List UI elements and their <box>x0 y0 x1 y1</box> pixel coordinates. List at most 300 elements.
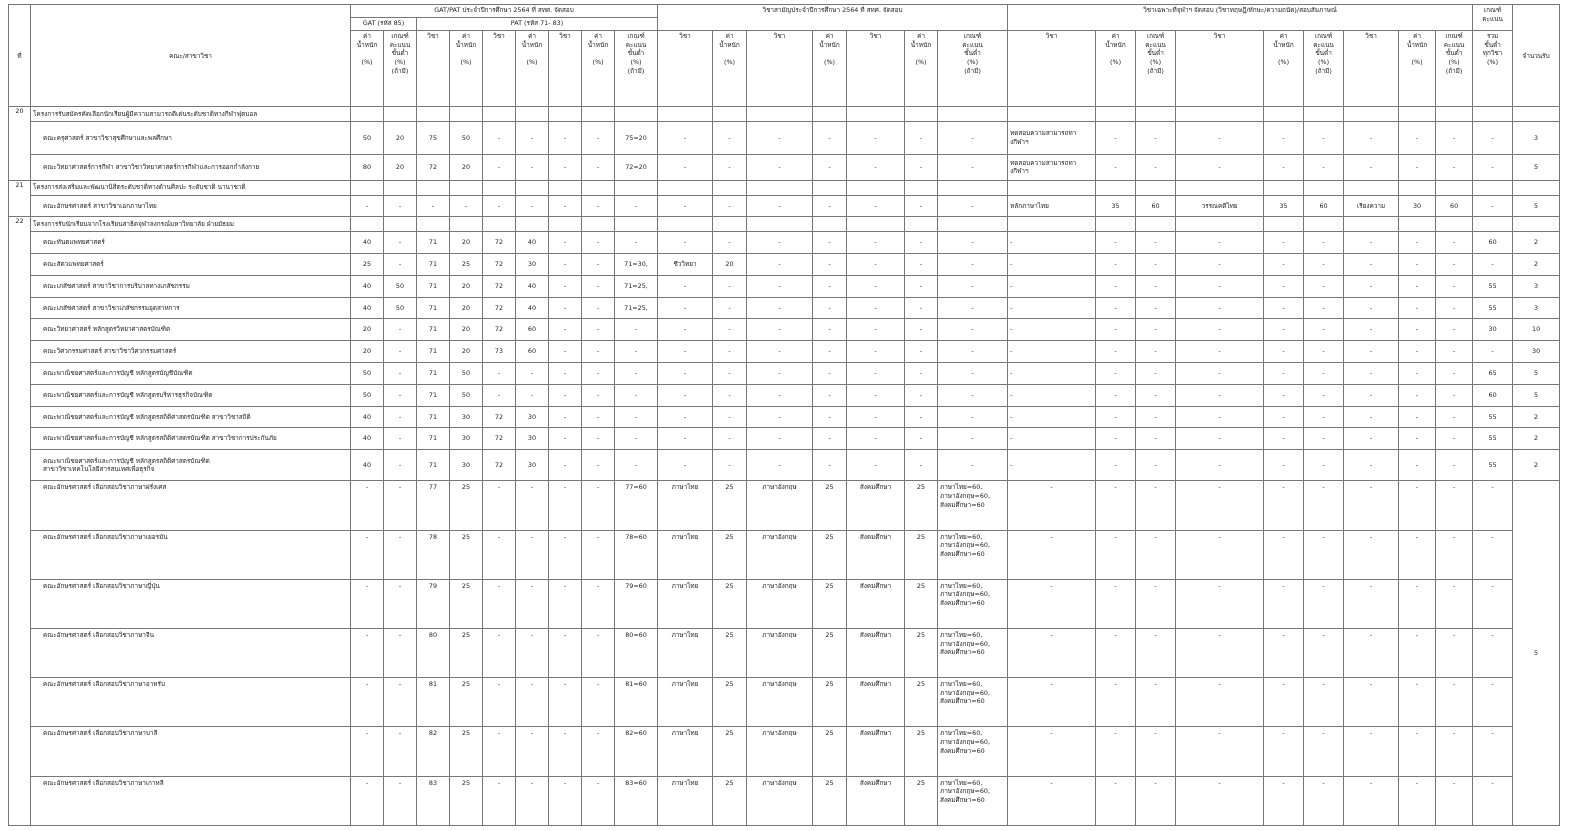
col-header-weight: ค่า น้ำหนัก (%) <box>1399 31 1436 107</box>
data-cell: 30 <box>516 450 549 481</box>
seats-cell: 3 <box>1513 121 1560 154</box>
section-header-row <box>9 180 1560 195</box>
data-cell: - <box>1096 154 1136 180</box>
data-cell: - <box>582 776 615 825</box>
data-cell: - <box>549 481 582 530</box>
data-cell: 40 <box>351 297 384 319</box>
table-row <box>9 579 1560 628</box>
data-cell: - <box>1436 121 1473 154</box>
data-cell: - <box>1136 121 1176 154</box>
data-cell: - <box>1304 275 1344 297</box>
data-cell: - <box>1176 154 1264 180</box>
seats-cell: 2 <box>1513 406 1560 428</box>
data-cell: - <box>1344 232 1399 254</box>
data-cell: ภาษาอังกฤษ <box>747 776 813 825</box>
data-cell: - <box>1304 727 1344 776</box>
data-cell: - <box>351 776 384 825</box>
group-header-common9: วิชาสามัญประจำปีการศึกษา 2564 ที่ สทศ. จัดสอบ <box>658 5 1008 31</box>
data-cell: 25 <box>351 253 384 275</box>
data-cell: - <box>1096 406 1136 428</box>
data-cell: - <box>1399 384 1436 406</box>
data-cell: - <box>905 384 938 406</box>
data-cell: - <box>1008 406 1096 428</box>
data-cell: - <box>747 341 813 363</box>
data-cell: - <box>1176 362 1264 384</box>
data-cell: - <box>1304 384 1344 406</box>
data-cell: - <box>582 450 615 481</box>
data-cell: 25 <box>813 727 847 776</box>
section-number: 20 <box>9 107 31 181</box>
data-cell: - <box>1096 628 1136 677</box>
data-cell: - <box>1176 530 1264 579</box>
empty-cell <box>483 107 516 122</box>
data-cell: - <box>1344 253 1399 275</box>
data-cell: - <box>813 154 847 180</box>
data-cell: - <box>384 428 417 450</box>
data-cell: 71 <box>417 406 450 428</box>
data-cell: ภาษาไทย=60, ภาษาอังกฤษ=60, สังคมศึกษา=60 <box>938 727 1008 776</box>
empty-cell <box>938 180 1008 195</box>
data-cell: - <box>1344 579 1399 628</box>
data-cell: - <box>938 297 1008 319</box>
data-cell: - <box>384 481 417 530</box>
table-row <box>9 362 1560 384</box>
data-cell: - <box>1136 450 1176 481</box>
data-cell: - <box>1264 154 1304 180</box>
data-cell: - <box>549 406 582 428</box>
data-cell: - <box>905 297 938 319</box>
col-header-weight: ค่า น้ำหนัก (%) <box>450 31 483 107</box>
data-cell: - <box>516 384 549 406</box>
data-cell: - <box>1304 154 1344 180</box>
data-cell: ภาษาไทย <box>658 481 713 530</box>
data-cell: - <box>1344 275 1399 297</box>
data-cell: - <box>1344 727 1399 776</box>
data-cell: - <box>1436 678 1473 727</box>
data-cell: 25 <box>905 530 938 579</box>
data-cell: - <box>713 195 747 217</box>
data-cell: - <box>1008 450 1096 481</box>
data-cell: - <box>549 297 582 319</box>
data-cell: 60 <box>1473 232 1513 254</box>
data-cell: - <box>905 341 938 363</box>
data-cell: - <box>1136 481 1176 530</box>
data-cell: - <box>813 319 847 341</box>
program-name: คณะอักษรศาสตร์ เลือกสอบวิชาภาษาเกาหลี <box>31 776 351 825</box>
seats-cell: 2 <box>1513 253 1560 275</box>
data-cell: - <box>747 428 813 450</box>
data-cell: - <box>847 319 905 341</box>
data-cell: - <box>658 341 713 363</box>
data-cell: 25 <box>450 628 483 677</box>
data-cell: 80=60 <box>615 628 658 677</box>
data-cell: - <box>1136 253 1176 275</box>
col-header-subject: วิชา <box>747 31 813 107</box>
data-cell: - <box>1436 530 1473 579</box>
data-cell: - <box>1096 341 1136 363</box>
data-cell: - <box>351 579 384 628</box>
data-cell: 40 <box>516 275 549 297</box>
data-cell: 50 <box>384 275 417 297</box>
data-cell: - <box>847 297 905 319</box>
data-cell: - <box>1176 384 1264 406</box>
data-cell: - <box>351 628 384 677</box>
data-cell: - <box>1176 297 1264 319</box>
data-cell: - <box>1436 384 1473 406</box>
empty-cell <box>813 217 847 232</box>
data-cell: - <box>1473 154 1513 180</box>
data-cell: - <box>582 275 615 297</box>
data-cell: - <box>1304 428 1344 450</box>
data-cell: - <box>658 121 713 154</box>
data-cell: - <box>1399 450 1436 481</box>
data-cell: - <box>1344 341 1399 363</box>
data-cell: - <box>1436 362 1473 384</box>
data-cell: 71 <box>417 319 450 341</box>
data-cell: 30 <box>516 428 549 450</box>
data-cell: 25 <box>450 481 483 530</box>
data-cell: - <box>384 253 417 275</box>
data-cell: - <box>905 319 938 341</box>
empty-cell <box>1399 180 1436 195</box>
data-cell: - <box>1436 253 1473 275</box>
data-cell: - <box>1096 384 1136 406</box>
data-cell: 25 <box>713 727 747 776</box>
empty-cell <box>1436 217 1473 232</box>
data-cell: - <box>615 341 658 363</box>
data-cell: 20 <box>384 154 417 180</box>
data-cell: - <box>1399 253 1436 275</box>
data-cell: 30 <box>450 428 483 450</box>
data-cell: ภาษาอังกฤษ <box>747 678 813 727</box>
data-cell: - <box>713 362 747 384</box>
empty-cell <box>1096 180 1136 195</box>
data-cell: - <box>813 275 847 297</box>
data-cell: - <box>1473 341 1513 363</box>
data-cell: - <box>1399 678 1436 727</box>
empty-cell <box>713 107 747 122</box>
data-cell: - <box>813 406 847 428</box>
data-cell: - <box>1096 776 1136 825</box>
data-cell: 82 <box>417 727 450 776</box>
data-cell: - <box>1344 678 1399 727</box>
empty-cell <box>658 107 713 122</box>
data-cell: 25 <box>713 530 747 579</box>
data-cell: - <box>483 579 516 628</box>
data-cell: - <box>549 450 582 481</box>
data-cell: - <box>615 319 658 341</box>
data-cell: - <box>847 341 905 363</box>
empty-cell <box>938 107 1008 122</box>
data-cell: - <box>905 253 938 275</box>
col-header-weight: ค่า น้ำหนัก (%) <box>582 31 615 107</box>
data-cell: - <box>1136 727 1176 776</box>
data-cell: - <box>1096 297 1136 319</box>
data-cell: - <box>384 727 417 776</box>
empty-cell <box>1136 107 1176 122</box>
data-cell: - <box>813 362 847 384</box>
data-cell: - <box>516 678 549 727</box>
data-cell: - <box>1008 727 1096 776</box>
data-cell: - <box>1344 319 1399 341</box>
data-cell: 72 <box>483 275 516 297</box>
empty-cell <box>1096 107 1136 122</box>
data-cell: 79=60 <box>615 579 658 628</box>
col-header-subject: วิชา <box>658 31 713 107</box>
data-cell: ชีววิทยา <box>658 253 713 275</box>
data-cell: - <box>549 628 582 677</box>
data-cell: - <box>384 406 417 428</box>
data-cell: - <box>1176 450 1264 481</box>
data-cell: - <box>747 275 813 297</box>
table-row <box>9 776 1560 825</box>
data-cell: - <box>905 275 938 297</box>
data-cell: 71=25, <box>615 297 658 319</box>
data-cell: 25 <box>813 776 847 825</box>
data-cell: - <box>582 297 615 319</box>
data-cell: - <box>384 384 417 406</box>
data-cell: 81=60 <box>615 678 658 727</box>
data-cell: - <box>747 232 813 254</box>
data-cell: 40 <box>516 232 549 254</box>
data-cell: - <box>549 384 582 406</box>
data-cell: 20 <box>450 232 483 254</box>
data-cell: 25 <box>713 628 747 677</box>
data-cell: 72 <box>483 428 516 450</box>
data-cell: - <box>1399 341 1436 363</box>
data-cell: 35 <box>1264 195 1304 217</box>
data-cell: - <box>1304 678 1344 727</box>
data-cell: - <box>847 154 905 180</box>
data-cell: - <box>813 428 847 450</box>
data-cell: 82=60 <box>615 727 658 776</box>
data-cell: - <box>615 428 658 450</box>
data-cell: ภาษาอังกฤษ <box>747 628 813 677</box>
data-cell: - <box>713 384 747 406</box>
data-cell: - <box>582 530 615 579</box>
data-cell: 80 <box>417 628 450 677</box>
data-cell: - <box>1344 297 1399 319</box>
data-cell: - <box>516 362 549 384</box>
data-cell: - <box>1264 481 1304 530</box>
data-cell: - <box>813 384 847 406</box>
data-cell: - <box>1176 579 1264 628</box>
col-header-min-total: รวม ขั้นต่ำ ทุกวิชา (%) <box>1473 31 1513 107</box>
data-cell: 25 <box>450 678 483 727</box>
data-cell: - <box>1096 450 1136 481</box>
data-cell: 40 <box>351 450 384 481</box>
empty-cell <box>1344 180 1399 195</box>
data-cell: - <box>549 530 582 579</box>
data-cell: - <box>351 530 384 579</box>
data-cell: - <box>1008 579 1096 628</box>
data-cell: 55 <box>1473 450 1513 481</box>
data-cell: - <box>1176 121 1264 154</box>
data-cell: 25 <box>713 579 747 628</box>
data-cell: - <box>582 481 615 530</box>
col-header-min-total-top: เกณฑ์ คะแนน <box>1473 5 1513 31</box>
data-cell: - <box>1344 362 1399 384</box>
empty-cell <box>905 217 938 232</box>
data-cell: - <box>1264 628 1304 677</box>
data-cell: 73 <box>483 341 516 363</box>
program-name: คณะทันตแพทยศาสตร์ <box>31 232 351 254</box>
data-cell: - <box>384 319 417 341</box>
data-cell: - <box>847 275 905 297</box>
empty-cell <box>1344 217 1399 232</box>
empty-cell <box>1176 107 1264 122</box>
empty-cell <box>417 107 450 122</box>
empty-cell <box>1399 217 1436 232</box>
data-cell: - <box>582 727 615 776</box>
data-cell: สังคมศึกษา <box>847 481 905 530</box>
data-cell: - <box>549 253 582 275</box>
data-cell: - <box>747 253 813 275</box>
data-cell: - <box>905 154 938 180</box>
data-cell: - <box>1436 776 1473 825</box>
data-cell: - <box>615 195 658 217</box>
data-cell: - <box>847 428 905 450</box>
program-name: คณะสัตวแพทยศาสตร์ <box>31 253 351 275</box>
data-cell: - <box>582 579 615 628</box>
data-cell: - <box>1096 530 1136 579</box>
data-cell: 71 <box>417 384 450 406</box>
data-cell: - <box>1304 406 1344 428</box>
data-cell: 72=20 <box>615 154 658 180</box>
data-cell: - <box>938 362 1008 384</box>
data-cell: 20 <box>450 297 483 319</box>
data-cell: 72 <box>483 319 516 341</box>
seats-cell: 5 <box>1513 195 1560 217</box>
data-cell: - <box>938 341 1008 363</box>
data-cell: - <box>1304 253 1344 275</box>
data-cell: หลักภาษาไทย <box>1008 195 1096 217</box>
data-cell: - <box>1264 384 1304 406</box>
col-header-subject: วิชา <box>1344 31 1399 107</box>
data-cell: - <box>1008 297 1096 319</box>
col-header-seats: จำนวนรับ <box>1513 5 1560 107</box>
data-cell: 71 <box>417 232 450 254</box>
data-cell: 77 <box>417 481 450 530</box>
data-cell: - <box>847 362 905 384</box>
data-cell: 60 <box>1473 384 1513 406</box>
program-name: คณะพาณิชยศาสตร์และการบัญชี หลักสูตรบัญชีบัณฑิต <box>31 362 351 384</box>
data-cell: - <box>1264 428 1304 450</box>
data-cell: - <box>747 121 813 154</box>
data-cell: - <box>938 450 1008 481</box>
data-cell: - <box>1176 776 1264 825</box>
data-cell: 20 <box>713 253 747 275</box>
data-cell: - <box>1344 154 1399 180</box>
data-cell: - <box>938 275 1008 297</box>
data-cell: 25 <box>905 579 938 628</box>
data-cell: - <box>658 450 713 481</box>
data-cell: - <box>483 530 516 579</box>
empty-cell <box>847 107 905 122</box>
data-cell: - <box>747 450 813 481</box>
data-cell: - <box>905 232 938 254</box>
data-cell: - <box>1436 154 1473 180</box>
data-cell: 25 <box>713 678 747 727</box>
data-cell: - <box>582 341 615 363</box>
data-cell: 30 <box>450 450 483 481</box>
data-cell: - <box>847 384 905 406</box>
col-header-min-score: เกณฑ์ คะแนน ขั้นต่ำ (%) (ถ้ามี) <box>384 31 417 107</box>
data-cell: - <box>1264 341 1304 363</box>
data-cell: - <box>813 232 847 254</box>
data-cell: - <box>1176 428 1264 450</box>
empty-cell <box>847 217 905 232</box>
empty-cell <box>1436 180 1473 195</box>
empty-cell <box>384 217 417 232</box>
data-cell: - <box>713 428 747 450</box>
data-cell: - <box>582 362 615 384</box>
data-cell: 35 <box>1096 195 1136 217</box>
data-cell: - <box>582 195 615 217</box>
data-cell: 50 <box>450 121 483 154</box>
data-cell: 55 <box>1473 297 1513 319</box>
data-cell: - <box>658 154 713 180</box>
data-cell: 40 <box>516 297 549 319</box>
data-cell: - <box>1304 628 1344 677</box>
table-row <box>9 530 1560 579</box>
data-cell: - <box>1304 341 1344 363</box>
empty-cell <box>1473 217 1513 232</box>
data-cell: - <box>1473 678 1513 727</box>
seats-cell: 30 <box>1513 341 1560 363</box>
data-cell: - <box>1176 406 1264 428</box>
data-cell: - <box>847 253 905 275</box>
empty-cell <box>1264 107 1304 122</box>
data-cell: - <box>847 195 905 217</box>
data-cell: - <box>658 406 713 428</box>
data-cell: - <box>905 362 938 384</box>
data-cell: - <box>384 628 417 677</box>
data-cell: - <box>384 776 417 825</box>
program-name: คณะครุศาสตร์ สาขาวิชาสุขศึกษาและพลศึกษา <box>31 121 351 154</box>
data-cell: - <box>1304 121 1344 154</box>
data-cell: - <box>483 628 516 677</box>
data-cell: 20 <box>450 154 483 180</box>
col-header-subject: วิชา <box>847 31 905 107</box>
data-cell: - <box>1344 384 1399 406</box>
data-cell: - <box>1436 428 1473 450</box>
empty-cell <box>1008 107 1096 122</box>
program-name: คณะพาณิชยศาสตร์และการบัญชี หลักสูตรบริหารธุรกิจบัณฑิต <box>31 384 351 406</box>
data-cell: - <box>658 297 713 319</box>
empty-cell <box>1008 217 1096 232</box>
data-cell: ภาษาไทย <box>658 530 713 579</box>
data-cell: - <box>1264 406 1304 428</box>
data-cell: - <box>1096 121 1136 154</box>
data-cell: - <box>1473 530 1513 579</box>
data-cell: 75=20 <box>615 121 658 154</box>
data-cell: - <box>516 628 549 677</box>
data-cell: - <box>549 579 582 628</box>
data-cell: - <box>1008 275 1096 297</box>
data-cell: - <box>582 406 615 428</box>
table-row <box>9 121 1560 154</box>
data-cell: ภาษาไทย <box>658 628 713 677</box>
data-cell: - <box>384 678 417 727</box>
data-cell: - <box>713 297 747 319</box>
empty-cell <box>1344 107 1399 122</box>
data-cell: - <box>1008 776 1096 825</box>
data-cell: - <box>1436 319 1473 341</box>
data-cell: - <box>1264 121 1304 154</box>
data-cell: - <box>1436 275 1473 297</box>
data-cell: - <box>1176 341 1264 363</box>
